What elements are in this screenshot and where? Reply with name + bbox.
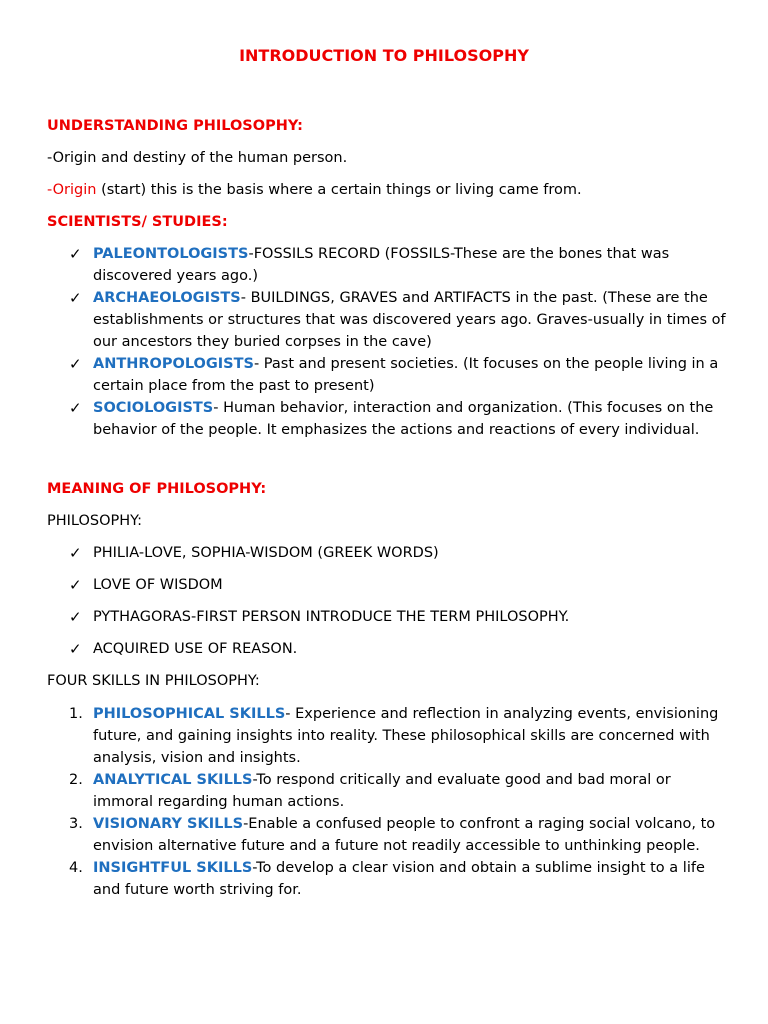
origin-text: (start) this is the basis where a certain things or living came from. [96, 182, 582, 198]
understanding-heading: UNDERSTANDING PHILOSOPHY: [47, 118, 303, 134]
list-item [47, 397, 730, 441]
list-item [47, 243, 730, 287]
item-number: 3. [69, 816, 83, 832]
skills-list [47, 703, 730, 901]
item-term: PALEONTOLOGISTS [93, 246, 249, 262]
list-item [47, 574, 730, 596]
item-text: -To develop a clear vision and obtain a sublime insight to a life and future worth striving for. [93, 860, 705, 898]
list-item [47, 857, 730, 901]
scientists-list [47, 243, 730, 441]
checkmark-icon: ✓ [69, 399, 82, 417]
checkmark-icon: ✓ [69, 544, 82, 562]
list-item [47, 813, 730, 857]
item-text: -Enable a confused people to confront a raging social volcano, to envision alternative future and a future not readily accessible to unthinking people. [93, 816, 716, 854]
checkmark-icon: ✓ [69, 289, 82, 307]
item-text: - BUILDINGS, GRAVES and ARTIFACTS in the past. (These are the establishments or structures that was discovered years ago. Graves-usually in times of our ancestors they buried corpses in the cave) [93, 290, 726, 350]
item-term: INSIGHTFUL SKILLS [93, 860, 253, 876]
list-item [47, 606, 730, 628]
item-text: PYTHAGORAS-FIRST PERSON INTRODUCE THE TERM PHILOSOPHY. [93, 609, 570, 625]
list-item [47, 542, 730, 564]
checkmark-icon: ✓ [69, 576, 82, 594]
skills-label: FOUR SKILLS IN PHILOSOPHY: [47, 673, 260, 689]
document-title: INTRODUCTION TO PHILOSOPHY [239, 46, 529, 65]
meaning-heading: MEANING OF PHILOSOPHY: [47, 481, 267, 497]
origin-term: -Origin [47, 182, 97, 198]
checkmark-icon: ✓ [69, 640, 82, 658]
list-item [47, 703, 730, 769]
checkmark-icon: ✓ [69, 355, 82, 373]
checkmark-icon: ✓ [69, 245, 82, 263]
item-text: - Human behavior, interaction and organization. (This focuses on the behavior of the people. It emphasizes the actions and reactions of every individual. [93, 400, 714, 438]
item-term: VISIONARY SKILLS [93, 816, 244, 832]
item-text: -FOSSILS RECORD (FOSSILS-These are the bones that was discovered years ago.) [93, 246, 670, 284]
list-item [47, 287, 730, 353]
list-item [47, 353, 730, 397]
item-text: - Past and present societies. (It focuses on the people living in a certain place from the past to present) [93, 356, 719, 394]
item-text: -To respond critically and evaluate good and bad moral or immoral regarding human actions. [93, 772, 671, 810]
scientists-heading: SCIENTISTS/ STUDIES: [47, 214, 228, 230]
understanding-line1: -Origin and destiny of the human person. [47, 150, 348, 166]
item-text: LOVE OF WISDOM [93, 577, 223, 593]
item-text: - Experience and reflection in analyzing events, envisioning future, and gaining insights into reality. These philosophical skills are concerned with analysis, vision and insights. [93, 706, 719, 766]
checkmark-icon: ✓ [69, 608, 82, 626]
item-term: ARCHAEOLOGISTS [93, 290, 241, 306]
item-number: 1. [69, 706, 83, 722]
item-term: PHILOSOPHICAL SKILLS [93, 706, 286, 722]
item-text: PHILIA-LOVE, SOPHIA-WISDOM (GREEK WORDS) [93, 545, 439, 561]
item-term: ANALYTICAL SKILLS [93, 772, 253, 788]
list-item [47, 769, 730, 813]
item-number: 2. [69, 772, 83, 788]
list-item [47, 638, 730, 660]
philosophy-label: PHILOSOPHY: [47, 513, 142, 529]
item-term: SOCIOLOGISTS [93, 400, 214, 416]
item-number: 4. [69, 860, 83, 876]
item-text: ACQUIRED USE OF REASON. [93, 641, 298, 657]
meaning-list [47, 542, 730, 670]
origin-definition [47, 179, 738, 201]
item-term: ANTHROPOLOGISTS [93, 356, 254, 372]
